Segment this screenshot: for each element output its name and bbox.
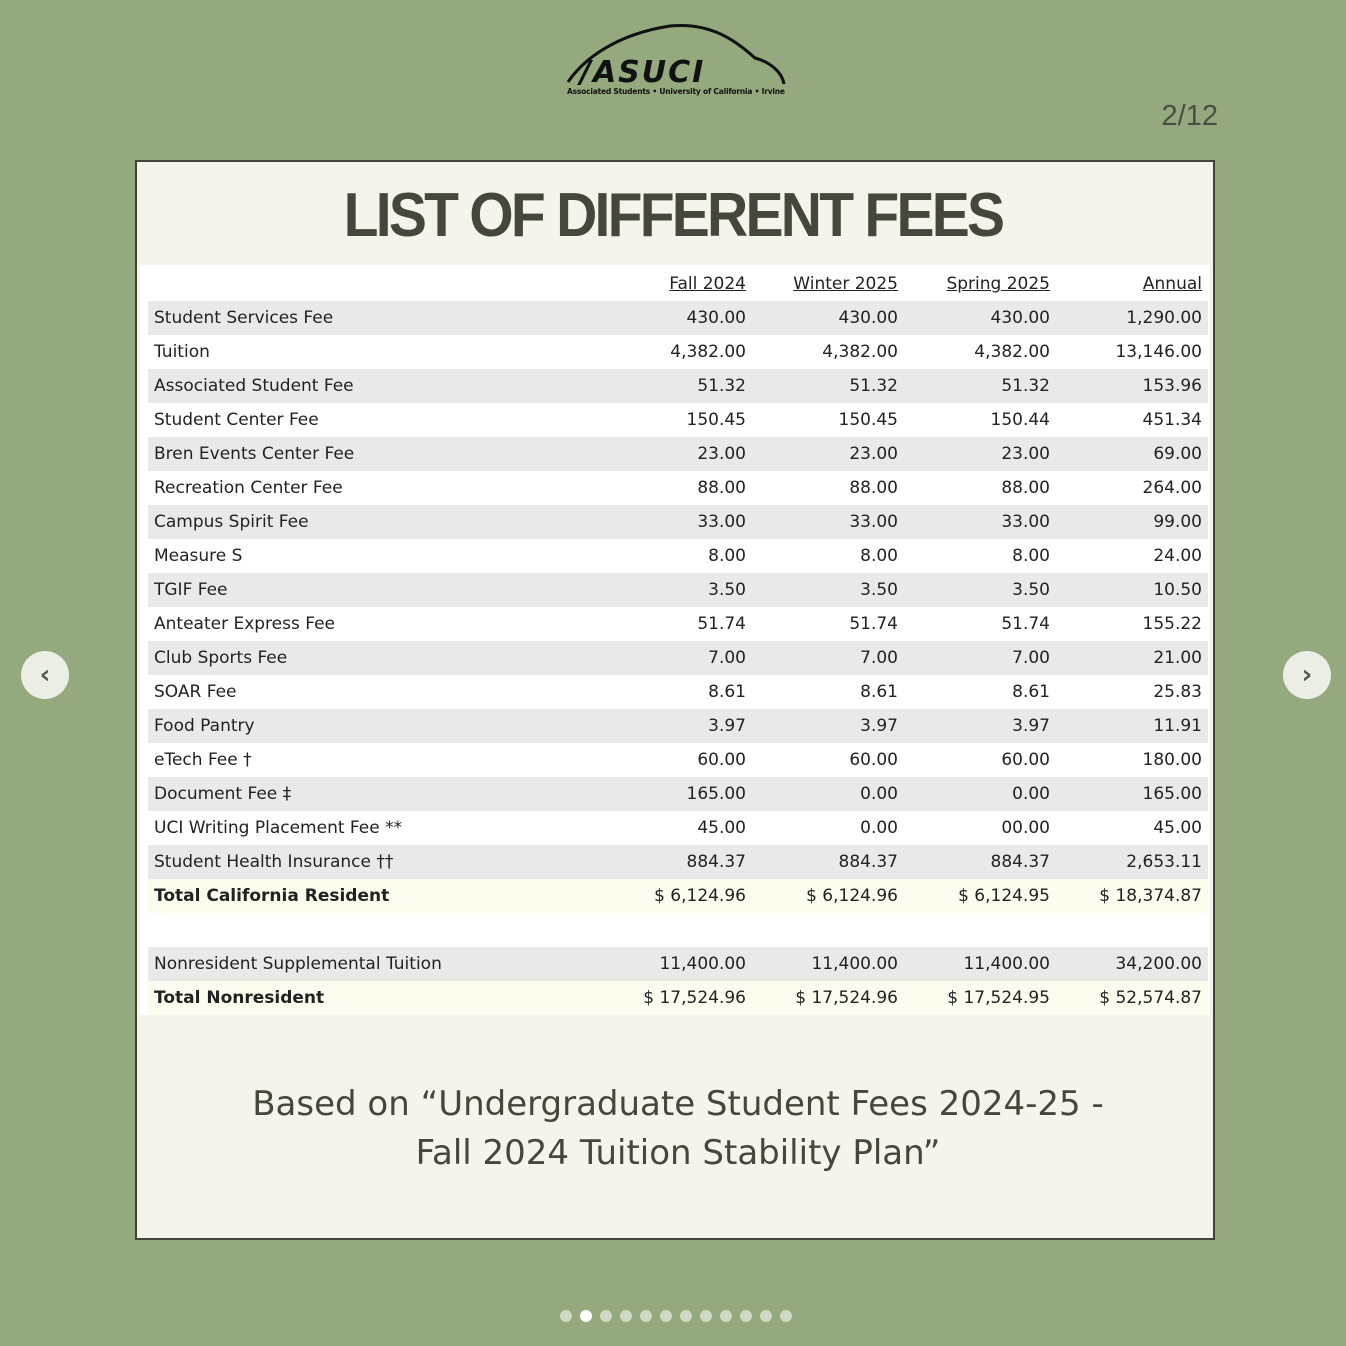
fee-value: 51.74 xyxy=(1001,614,1050,634)
header-blank xyxy=(148,267,600,301)
fee-value: 51.74 xyxy=(849,614,898,634)
fee-value: 884.37 xyxy=(600,845,752,879)
fee-value: $ 6,124.96 xyxy=(600,879,752,913)
fee-value: 153.96 xyxy=(1056,369,1208,403)
fees-table-container xyxy=(140,265,1210,1015)
source-line-2: Fall 2024 Tuition Stability Plan” xyxy=(415,1133,941,1173)
fee-value: 23.00 xyxy=(600,437,752,471)
fee-value: 23.00 xyxy=(904,437,1056,471)
fee-value: 45.00 xyxy=(1153,818,1202,838)
fee-value: 451.34 xyxy=(1142,410,1202,430)
fee-value: 165.00 xyxy=(1056,777,1208,811)
table-row xyxy=(148,743,1208,777)
fee-label: Student Health Insurance †† xyxy=(148,845,600,879)
table-row xyxy=(148,709,1208,743)
prev-slide-button[interactable] xyxy=(21,651,69,699)
fee-value: 180.00 xyxy=(1142,750,1202,770)
fee-value: 51.32 xyxy=(904,369,1056,403)
fee-value: 25.83 xyxy=(1153,682,1202,702)
chevron-left-icon: ‹ xyxy=(39,660,51,690)
fee-label: SOAR Fee xyxy=(154,682,237,702)
table-row xyxy=(148,811,1208,845)
fee-label: Nonresident Supplemental Tuition xyxy=(148,947,600,981)
svg-text:/ASUCI: /ASUCI xyxy=(580,55,706,90)
fee-value: 8.00 xyxy=(1012,546,1050,566)
fee-value: 3.50 xyxy=(752,573,904,607)
fee-value: 51.74 xyxy=(697,614,746,634)
fee-value: 60.00 xyxy=(697,750,746,770)
fee-value: 00.00 xyxy=(1001,818,1050,838)
table-row xyxy=(148,675,1208,709)
fee-value: 11,400.00 xyxy=(904,947,1056,981)
fee-value: 430.00 xyxy=(904,301,1056,335)
spacer-row xyxy=(148,913,1208,947)
carousel-dot[interactable] xyxy=(680,1310,692,1322)
fee-value: 4,382.00 xyxy=(822,342,898,362)
fee-value: 884.37 xyxy=(904,845,1056,879)
fee-label: Total Nonresident xyxy=(148,981,600,1015)
fee-value: $ 17,524.96 xyxy=(600,981,752,1015)
fees-table xyxy=(148,267,1208,1015)
carousel-dot[interactable] xyxy=(720,1310,732,1322)
fee-value: 3.50 xyxy=(904,573,1056,607)
fee-value: 45.00 xyxy=(697,818,746,838)
fee-label: Student Center Fee xyxy=(154,410,319,430)
fee-value: 99.00 xyxy=(1056,505,1208,539)
fee-value: 884.37 xyxy=(752,845,904,879)
carousel-dot[interactable] xyxy=(740,1310,752,1322)
table-row xyxy=(148,437,1208,471)
fee-label: Measure S xyxy=(154,546,243,566)
fee-value: 0.00 xyxy=(752,777,904,811)
table-row xyxy=(148,403,1208,437)
fee-label: UCI Writing Placement Fee ** xyxy=(154,818,403,838)
fee-value: 430.00 xyxy=(752,301,904,335)
table-row xyxy=(148,301,1208,335)
fee-label: Campus Spirit Fee xyxy=(148,505,600,539)
total-nonresident-row xyxy=(148,981,1208,1015)
fee-value: $ 18,374.87 xyxy=(1056,879,1208,913)
fee-label: Tuition xyxy=(154,342,210,362)
fee-value: 60.00 xyxy=(849,750,898,770)
fee-value: 10.50 xyxy=(1056,573,1208,607)
fee-value: 23.00 xyxy=(752,437,904,471)
table-row xyxy=(148,539,1208,573)
fee-value: $ 6,124.96 xyxy=(752,879,904,913)
fee-value: $ 6,124.95 xyxy=(904,879,1056,913)
next-slide-button[interactable] xyxy=(1283,651,1331,699)
fee-value: 34,200.00 xyxy=(1056,947,1208,981)
fee-value: 8.00 xyxy=(708,546,746,566)
fee-value: 8.61 xyxy=(860,682,898,702)
fee-value: 7.00 xyxy=(752,641,904,675)
table-row xyxy=(148,505,1208,539)
fee-value: 0.00 xyxy=(860,818,898,838)
fee-value: 150.45 xyxy=(838,410,898,430)
fee-value: 4,382.00 xyxy=(670,342,746,362)
table-row xyxy=(148,607,1208,641)
fee-value: 21.00 xyxy=(1056,641,1208,675)
table-row xyxy=(148,335,1208,369)
carousel-dot[interactable] xyxy=(700,1310,712,1322)
carousel-dots xyxy=(560,1310,792,1322)
fee-value: 11,400.00 xyxy=(600,947,752,981)
carousel-dot[interactable] xyxy=(620,1310,632,1322)
carousel-dot[interactable] xyxy=(660,1310,672,1322)
carousel-dot[interactable] xyxy=(640,1310,652,1322)
table-row xyxy=(148,845,1208,879)
fee-value: 33.00 xyxy=(600,505,752,539)
logo-subtitle: Associated Students • University of California • Irvine xyxy=(567,87,785,96)
fee-label: Bren Events Center Fee xyxy=(148,437,600,471)
table-header xyxy=(148,267,1208,301)
fee-label: Food Pantry xyxy=(148,709,600,743)
fee-value: 33.00 xyxy=(752,505,904,539)
fee-value: 430.00 xyxy=(600,301,752,335)
fee-value: 88.00 xyxy=(849,478,898,498)
fee-value: 3.97 xyxy=(904,709,1056,743)
fee-value: 88.00 xyxy=(1001,478,1050,498)
fee-value: $ 52,574.87 xyxy=(1056,981,1208,1015)
carousel-dot[interactable] xyxy=(560,1310,572,1322)
fee-value: 60.00 xyxy=(1001,750,1050,770)
fee-value: 3.97 xyxy=(600,709,752,743)
spacer-cell xyxy=(148,913,1208,947)
column-header: Spring 2025 xyxy=(946,274,1050,294)
fee-label: eTech Fee † xyxy=(154,750,252,770)
table-row xyxy=(148,641,1208,675)
fee-value: 69.00 xyxy=(1056,437,1208,471)
fee-label: Club Sports Fee xyxy=(148,641,600,675)
fee-label: Associated Student Fee xyxy=(148,369,600,403)
table-row xyxy=(148,471,1208,505)
fee-value: 2,653.11 xyxy=(1056,845,1208,879)
fee-value: 8.61 xyxy=(708,682,746,702)
fee-value: 4,382.00 xyxy=(974,342,1050,362)
fee-value: 8.61 xyxy=(1012,682,1050,702)
nonresident-row xyxy=(148,947,1208,981)
fee-value: 8.00 xyxy=(860,546,898,566)
fee-label: Anteater Express Fee xyxy=(154,614,336,634)
table-row xyxy=(148,777,1208,811)
fee-value: 33.00 xyxy=(904,505,1056,539)
column-header: Fall 2024 xyxy=(669,274,746,294)
chevron-right-icon: › xyxy=(1301,660,1313,690)
fee-value: 11.91 xyxy=(1056,709,1208,743)
table-row xyxy=(148,369,1208,403)
fee-value: 3.97 xyxy=(752,709,904,743)
fee-label: Student Services Fee xyxy=(148,301,600,335)
fee-label: Total California Resident xyxy=(148,879,600,913)
anteater-logo-icon xyxy=(560,20,790,90)
fee-value: $ 17,524.95 xyxy=(904,981,1056,1015)
fee-label: Document Fee ‡ xyxy=(148,777,600,811)
carousel-dot[interactable] xyxy=(580,1310,592,1322)
carousel-dot[interactable] xyxy=(760,1310,772,1322)
fee-value: 1,290.00 xyxy=(1056,301,1208,335)
carousel-dot[interactable] xyxy=(780,1310,792,1322)
fee-value: 51.32 xyxy=(600,369,752,403)
fee-value: 3.50 xyxy=(600,573,752,607)
fee-label: TGIF Fee xyxy=(148,573,600,607)
fee-value: 0.00 xyxy=(904,777,1056,811)
fee-value: $ 17,524.96 xyxy=(752,981,904,1015)
fee-value: 51.32 xyxy=(752,369,904,403)
fee-value: 264.00 xyxy=(1142,478,1202,498)
fee-value: 24.00 xyxy=(1153,546,1202,566)
fee-value: 11,400.00 xyxy=(752,947,904,981)
slide-counter: 2/12 xyxy=(1161,100,1218,132)
source-note xyxy=(140,1080,1216,1178)
source-line-1: Based on “Undergraduate Student Fees 2024-25 - xyxy=(252,1084,1104,1124)
total-resident-row xyxy=(148,879,1208,913)
fee-value: 155.22 xyxy=(1142,614,1202,634)
fee-value: 150.44 xyxy=(990,410,1050,430)
column-header: Winter 2025 xyxy=(793,274,898,294)
page-title: LIST OF DIFFERENT FEES xyxy=(343,181,1003,250)
table-row xyxy=(148,573,1208,607)
carousel-dot[interactable] xyxy=(600,1310,612,1322)
fee-value: 7.00 xyxy=(600,641,752,675)
fee-value: 7.00 xyxy=(904,641,1056,675)
fee-value: 150.45 xyxy=(686,410,746,430)
column-header: Annual xyxy=(1142,274,1202,294)
fee-label: Recreation Center Fee xyxy=(154,478,343,498)
fee-value: 88.00 xyxy=(697,478,746,498)
fee-value: 165.00 xyxy=(600,777,752,811)
fee-value: 13,146.00 xyxy=(1115,342,1202,362)
